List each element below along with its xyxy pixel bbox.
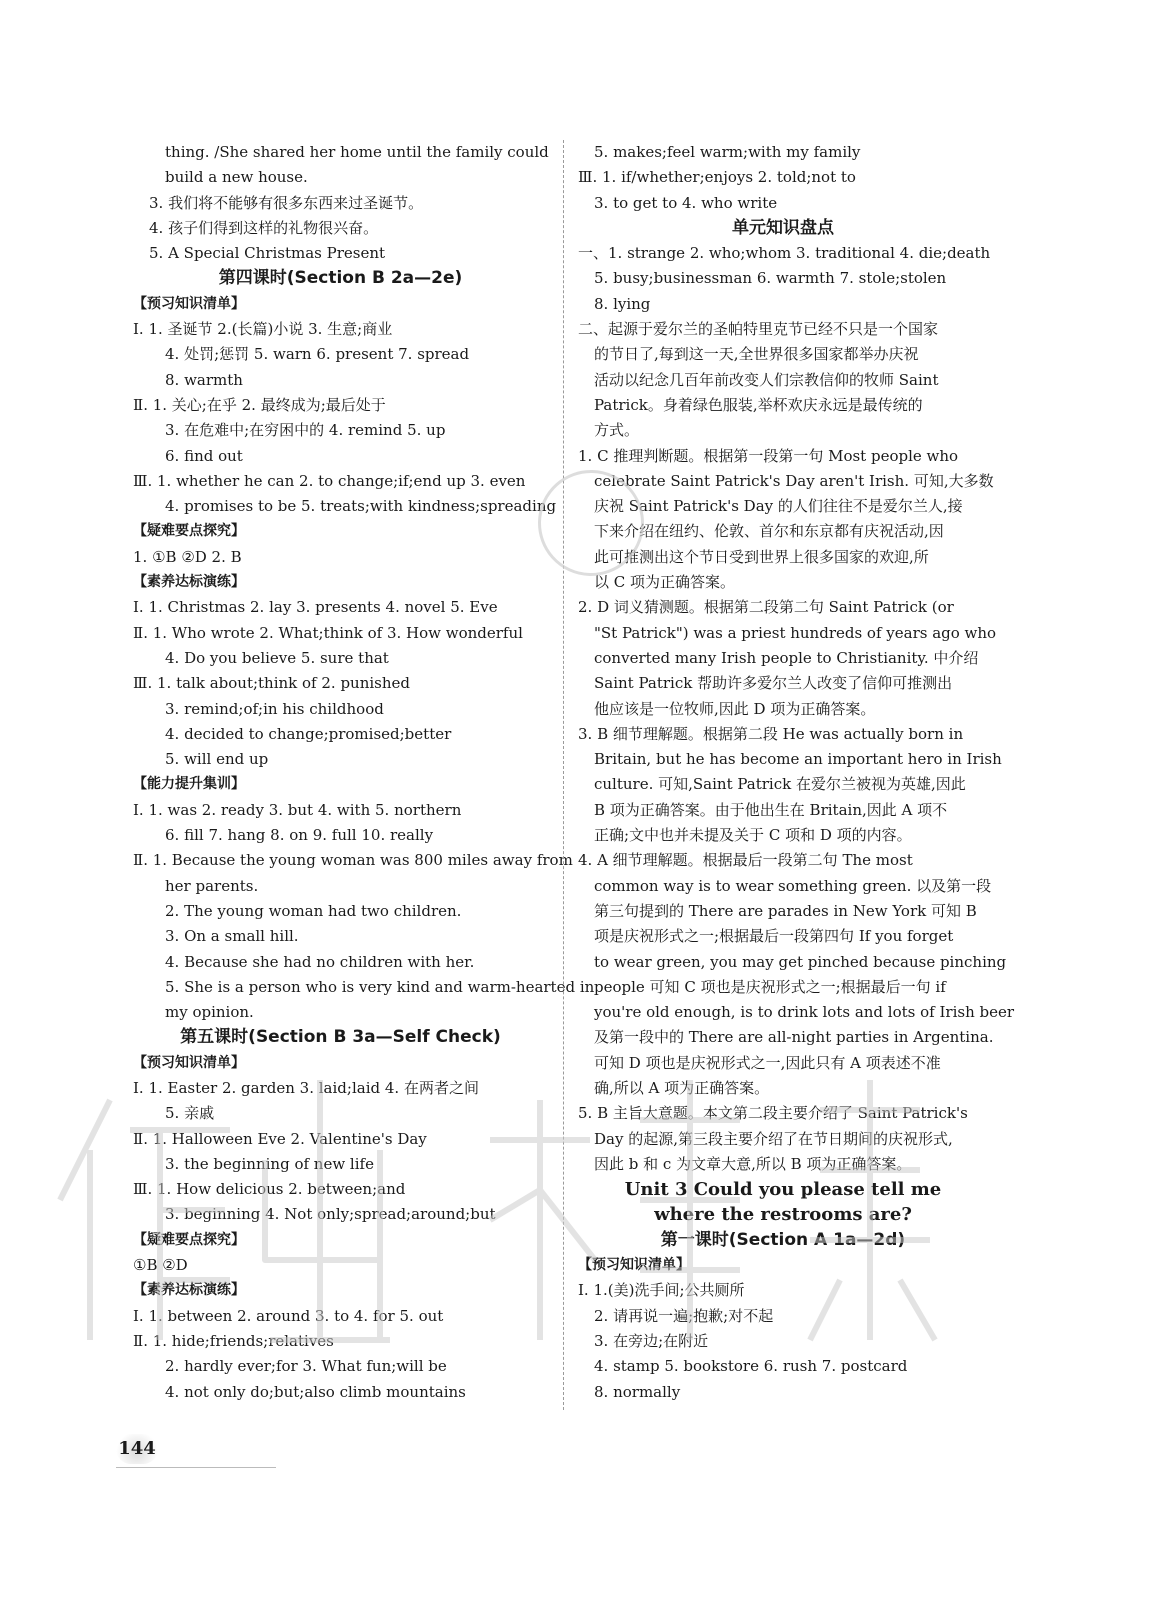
right-line: 庆祝 Saint Patrick's Day 的人们往往不是爱尔兰人,接 <box>594 497 963 516</box>
left-line: 4. promises to be 5. treats;with kindness;spreading <box>165 497 557 516</box>
right-line: you're old enough, is to drink lots and lots of Irish beer <box>594 1003 1015 1022</box>
left-line: 3. 在危难中;在穷困中的 4. remind 5. up <box>165 421 446 440</box>
left-line: 5. will end up <box>165 750 269 769</box>
right-line: 2. 请再说一遍;抱歉;对不起 <box>594 1306 774 1325</box>
column-divider <box>563 140 564 1410</box>
right-line: 5. makes;feel warm;with my family <box>594 143 861 161</box>
left-line: 2. hardly ever;for 3. What fun;will be <box>165 1357 447 1376</box>
left-line: 3. beginning 4. Not only;spread;around;but <box>165 1205 496 1224</box>
right-line: 此可推测出这个节日受到世界上很多国家的欢迎,所 <box>594 547 929 566</box>
right-line: 5. B 主旨大意题。本文第二段主要介绍了 Saint Patrick's <box>578 1104 968 1123</box>
right-column <box>578 140 1015 1405</box>
right-line: Patrick。身着绿色服装,举杯欢庆永远是最传统的 <box>594 395 923 414</box>
left-line: Ⅰ. 1. was 2. ready 3. but 4. with 5. northern <box>133 800 462 819</box>
right-line: 3. 在旁边;在附近 <box>594 1331 709 1350</box>
right-line: 活动以纪念几百年前改变人们宗教信仰的牧师 Saint <box>594 370 939 389</box>
right-line: "St Patrick") was a priest hundreds of years ago who <box>594 623 997 642</box>
left-line: Ⅱ. 1. Who wrote 2. What;think of 3. How wonderful <box>133 623 523 642</box>
right-line: 因此 b 和 c 为文章大意,所以 B 项为正确答案。 <box>594 1154 912 1173</box>
left-line: 第五课时(Section B 3a—Self Check) <box>180 1027 501 1048</box>
right-line: 项是庆祝形式之一;根据最后一段第四句 If you forget <box>594 927 954 946</box>
right-line: Unit 3 Could you please tell me <box>624 1179 942 1201</box>
right-line: 【预习知识清单】 <box>578 1257 690 1274</box>
left-line: 第四课时(Section B 2a—2e) <box>218 268 463 289</box>
right-line: 下来介绍在纽约、伦敦、首尔和东京都有庆祝活动,因 <box>594 522 944 541</box>
left-line: 3. On a small hill. <box>165 927 299 946</box>
right-line: to wear green, you may get pinched because pinching <box>594 952 1007 971</box>
right-line: Ⅰ. 1.(美)洗手间;公共厕所 <box>578 1281 745 1300</box>
left-line: ①B ②D <box>133 1256 188 1275</box>
right-line: 正确;文中也并未提及关于 C 项和 D 项的内容。 <box>594 826 912 845</box>
right-line: culture. 可知,Saint Patrick 在爱尔兰被视为英雄,因此 <box>594 775 966 794</box>
right-line: 可知 D 项也是庆祝形式之一,因此只有 A 项表述不准 <box>594 1053 941 1072</box>
right-line: Ⅲ. 1. if/whether;enjoys 2. told;not to <box>578 168 856 187</box>
right-line: 的节日了,每到这一天,全世界很多国家都举办庆祝 <box>594 345 919 364</box>
left-line: her parents. <box>165 876 259 895</box>
right-line: 以 C 项为正确答案。 <box>594 573 736 592</box>
left-line: 3. the beginning of new life <box>165 1154 374 1173</box>
left-line: Ⅲ. 1. whether he can 2. to change;if;end up 3. even <box>133 471 526 490</box>
footer-rule <box>116 1467 276 1468</box>
left-line: Ⅰ. 1. between 2. around 3. to 4. for 5. out <box>133 1306 444 1325</box>
left-line: 4. decided to change;promised;better <box>165 724 452 743</box>
left-line: 【疑难要点探究】 <box>133 1231 245 1248</box>
right-line: common way is to wear something green. 以及第一段 <box>594 876 992 895</box>
left-line: 4. 孩子们得到这样的礼物很兴奋。 <box>149 218 379 237</box>
right-line: 5. busy;businessman 6. warmth 7. stole;stolen <box>594 269 947 288</box>
right-line: 8. normally <box>594 1382 681 1401</box>
left-line: 4. Because she had no children with her. <box>165 952 475 971</box>
left-line: 6. find out <box>165 446 243 465</box>
left-line: 【能力提升集训】 <box>133 776 245 793</box>
left-line: Ⅱ. 1. Because the young woman was 800 miles away from <box>133 851 573 870</box>
left-line: 4. Do you believe 5. sure that <box>165 648 389 667</box>
left-line: build a new house. <box>165 168 308 187</box>
left-line: 【素养达标演练】 <box>133 574 245 591</box>
right-line: 第三句提到的 There are parades in New York 可知 B <box>594 901 977 920</box>
right-line: 4. A 细节理解题。根据最后一段第二句 The most <box>578 851 913 870</box>
right-line: Day 的起源,第三段主要介绍了在节日期间的庆祝形式, <box>594 1129 953 1148</box>
left-line: Ⅲ. 1. How delicious 2. between;and <box>133 1180 406 1199</box>
right-line: 1. C 推理判断题。根据第一段第一句 Most people who <box>578 446 959 465</box>
left-line: Ⅱ. 1. Halloween Eve 2. Valentine's Day <box>133 1129 427 1148</box>
left-line: 4. not only do;but;also climb mountains <box>165 1382 466 1401</box>
right-line: Saint Patrick 帮助许多爱尔兰人改变了信仰可推测出 <box>594 674 953 693</box>
left-line: 5. A Special Christmas Present <box>149 244 386 263</box>
left-line: 【素养达标演练】 <box>133 1282 245 1299</box>
right-line: people 可知 C 项也是庆祝形式之一;根据最后一句 if <box>594 977 946 996</box>
right-line: 4. stamp 5. bookstore 6. rush 7. postcard <box>594 1357 908 1376</box>
right-line: 一、1. strange 2. who;whom 3. traditional 4. die;death <box>578 244 991 263</box>
page-number: 144 <box>116 1434 158 1464</box>
right-line: B 项为正确答案。由于他出生在 Britain,因此 A 项不 <box>594 800 948 819</box>
left-line: 3. 我们将不能够有很多东西来过圣诞节。 <box>149 193 424 212</box>
left-line: 5. She is a person who is very kind and warm-hearted in <box>165 977 595 996</box>
left-line: thing. /She shared her home until the family could <box>165 143 549 161</box>
left-line: 【预习知识清单】 <box>133 1054 245 1071</box>
left-line: 2. The young woman had two children. <box>165 901 462 920</box>
right-line: Britain, but he has become an important hero in Irish <box>594 750 1002 769</box>
left-line: Ⅱ. 1. 关心;在乎 2. 最终成为;最后处于 <box>133 395 386 414</box>
left-line: 8. warmth <box>165 370 243 389</box>
left-line: Ⅱ. 1. hide;friends;relatives <box>133 1331 334 1350</box>
right-line: 单元知识盘点 <box>732 217 834 238</box>
left-line: 3. remind;of;in his childhood <box>165 699 384 718</box>
left-line: my opinion. <box>165 1003 254 1022</box>
left-line: 4. 处罚;惩罚 5. warn 6. present 7. spread <box>165 345 470 364</box>
right-line: converted many Irish people to Christianity. 中介绍 <box>594 648 979 667</box>
right-line: 确,所以 A 项为正确答案。 <box>594 1078 770 1097</box>
left-line: 1. ①B ②D 2. B <box>133 547 242 566</box>
right-line: 3. to get to 4. who write <box>594 193 778 212</box>
right-line: celebrate Saint Patrick's Day aren't Irish. 可知,大多数 <box>594 471 994 490</box>
right-line: 第一课时(Section A 1a—2d) <box>660 1229 906 1250</box>
left-line: 6. fill 7. hang 8. on 9. full 10. really <box>165 826 434 845</box>
left-line: Ⅰ. 1. Christmas 2. lay 3. presents 4. novel 5. Eve <box>133 598 498 617</box>
left-line: Ⅰ. 1. 圣诞节 2.(长篇)小说 3. 生意;商业 <box>133 320 393 339</box>
left-line: 【疑难要点探究】 <box>133 523 245 540</box>
right-line: 3. B 细节理解题。根据第二段 He was actually born in <box>578 724 964 743</box>
left-line: 【预习知识清单】 <box>133 295 245 312</box>
left-line: Ⅲ. 1. talk about;think of 2. punished <box>133 674 411 693</box>
right-line: 8. lying <box>594 294 651 313</box>
right-line: 方式。 <box>594 421 640 440</box>
left-column <box>133 140 595 1405</box>
right-line: 他应该是一位牧师,因此 D 项为正确答案。 <box>594 699 876 718</box>
left-line: Ⅰ. 1. Easter 2. garden 3. laid;laid 4. 在两者之间 <box>133 1078 479 1097</box>
right-line: 及第一段中的 There are all-night parties in Argentina. <box>594 1028 994 1047</box>
right-line: where the restrooms are? <box>654 1204 912 1226</box>
left-line: 5. 亲戚 <box>165 1104 215 1123</box>
right-line: 2. D 词义猜测题。根据第二段第二句 Saint Patrick (or <box>578 598 954 617</box>
right-line: 二、起源于爱尔兰的圣帕特里克节已经不只是一个国家 <box>578 320 939 339</box>
